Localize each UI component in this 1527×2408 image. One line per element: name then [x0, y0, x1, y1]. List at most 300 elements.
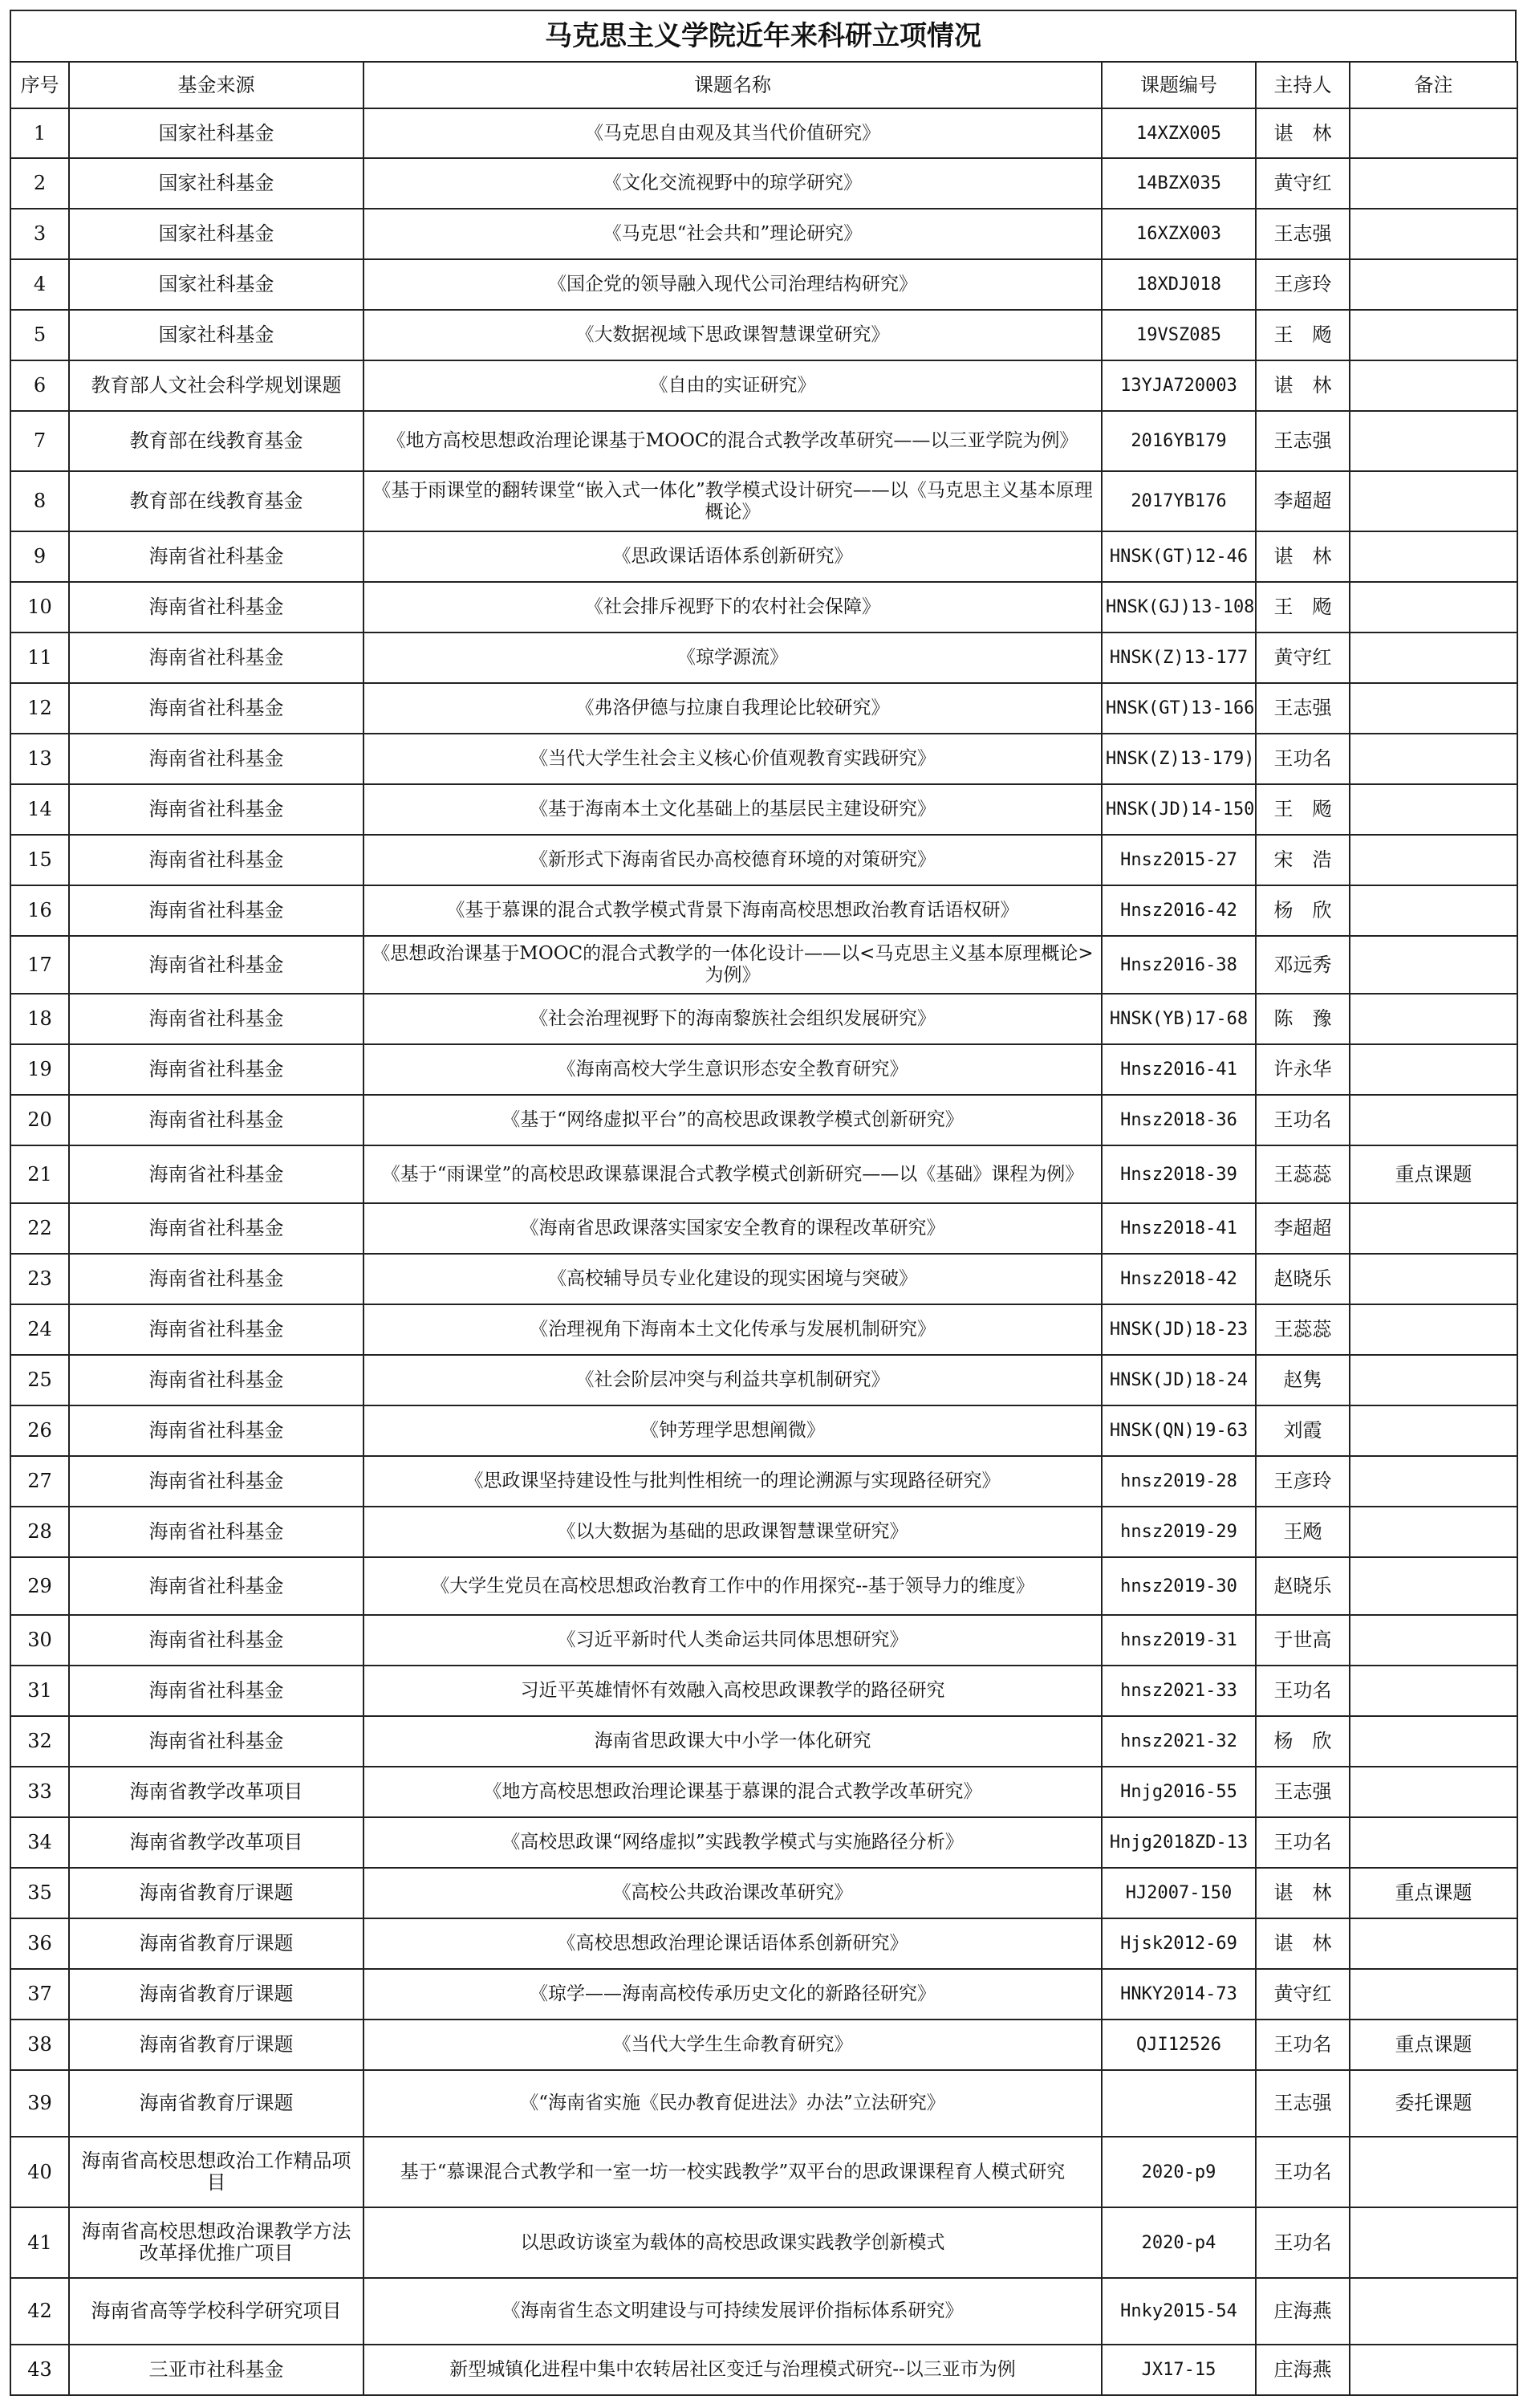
cell-no: 11	[10, 633, 69, 683]
cell-no: 42	[10, 2278, 69, 2345]
cell-host: 于世高	[1256, 1615, 1350, 1666]
cell-topic: 《地方高校思想政治理论课基于MOOC的混合式教学改革研究——以三亚学院为例》	[363, 411, 1102, 471]
cell-note	[1350, 936, 1517, 994]
cell-host: 黄守红	[1256, 633, 1350, 683]
cell-no: 37	[10, 1969, 69, 2020]
cell-topic: 《治理视角下海南本土文化传承与发展机制研究》	[363, 1304, 1102, 1355]
cell-no: 28	[10, 1507, 69, 1557]
cell-note	[1350, 582, 1517, 633]
cell-topic: 《“海南省实施《民办教育促进法》办法”立法研究》	[363, 2070, 1102, 2137]
table-row	[10, 2020, 1517, 2070]
cell-note	[1350, 683, 1517, 734]
cell-source: 海南省社科基金	[69, 1405, 363, 1456]
cell-source: 海南省教育厅课题	[69, 1868, 363, 1918]
cell-no: 10	[10, 582, 69, 633]
cell-code: HNSK(Z)13-177	[1102, 633, 1256, 683]
cell-source: 海南省高校思想政治工作精品项目	[69, 2137, 363, 2207]
cell-source: 海南省社科基金	[69, 1456, 363, 1507]
cell-no: 1	[10, 108, 69, 158]
cell-no: 7	[10, 411, 69, 471]
cell-host: 赵晓乐	[1256, 1557, 1350, 1615]
cell-no: 30	[10, 1615, 69, 1666]
cell-no: 21	[10, 1145, 69, 1203]
cell-code: 13YJA720003	[1102, 360, 1256, 411]
cell-topic: 《马克思自由观及其当代价值研究》	[363, 108, 1102, 158]
table-row	[10, 1355, 1517, 1405]
cell-code: HNSK(GT)12-46	[1102, 531, 1256, 582]
cell-source: 海南省社科基金	[69, 1145, 363, 1203]
table-row	[10, 784, 1517, 835]
cell-topic: 《海南省思政课落实国家安全教育的课程改革研究》	[363, 1203, 1102, 1254]
cell-note	[1350, 158, 1517, 209]
table-row	[10, 108, 1517, 158]
cell-host: 王彦玲	[1256, 259, 1350, 310]
cell-note	[1350, 1304, 1517, 1355]
cell-host: 王志强	[1256, 209, 1350, 259]
cell-source: 海南省高校思想政治课教学方法改革择优推广项目	[69, 2207, 363, 2278]
cell-code: 18XDJ018	[1102, 259, 1256, 310]
cell-host: 谌 林	[1256, 360, 1350, 411]
table-row	[10, 310, 1517, 360]
cell-code: HNKY2014-73	[1102, 1969, 1256, 2020]
cell-host: 刘霞	[1256, 1405, 1350, 1456]
cell-topic: 《基于雨课堂的翻转课堂“嵌入式一体化”教学模式设计研究——以《马克思主义基本原理概论》	[363, 471, 1102, 531]
cell-note	[1350, 1557, 1517, 1615]
cell-host: 邓远秀	[1256, 936, 1350, 994]
cell-note	[1350, 994, 1517, 1044]
table-row	[10, 360, 1517, 411]
table-row	[10, 2137, 1517, 2207]
cell-source: 海南省社科基金	[69, 1666, 363, 1716]
cell-code: hnsz2021-32	[1102, 1716, 1256, 1767]
cell-source: 海南省教学改革项目	[69, 1817, 363, 1868]
cell-code: Hnsz2016-42	[1102, 885, 1256, 936]
cell-source: 海南省教学改革项目	[69, 1767, 363, 1817]
cell-no: 40	[10, 2137, 69, 2207]
cell-host: 宋 浩	[1256, 835, 1350, 885]
cell-code: hnsz2019-29	[1102, 1507, 1256, 1557]
cell-host: 杨 欣	[1256, 1716, 1350, 1767]
cell-code: Hjsk2012-69	[1102, 1918, 1256, 1969]
cell-code: 2016YB179	[1102, 411, 1256, 471]
table-row	[10, 582, 1517, 633]
cell-note	[1350, 1507, 1517, 1557]
cell-source: 海南省社科基金	[69, 582, 363, 633]
cell-topic: 《基于海南本土文化基础上的基层民主建设研究》	[363, 784, 1102, 835]
table-row	[10, 209, 1517, 259]
table-row	[10, 1868, 1517, 1918]
cell-topic: 《钟芳理学思想阐微》	[363, 1405, 1102, 1456]
cell-topic: 《基于“网络虚拟平台”的高校思政课教学模式创新研究》	[363, 1095, 1102, 1145]
cell-host: 赵隽	[1256, 1355, 1350, 1405]
cell-note	[1350, 1456, 1517, 1507]
header-code: 课题编号	[1102, 62, 1256, 108]
cell-no: 18	[10, 994, 69, 1044]
table-row	[10, 1203, 1517, 1254]
cell-note	[1350, 108, 1517, 158]
cell-no: 2	[10, 158, 69, 209]
cell-topic: 《当代大学生生命教育研究》	[363, 2020, 1102, 2070]
table-row	[10, 1304, 1517, 1355]
cell-host: 王功名	[1256, 1817, 1350, 1868]
table-row	[10, 994, 1517, 1044]
cell-source: 国家社科基金	[69, 310, 363, 360]
cell-no: 39	[10, 2070, 69, 2137]
cell-topic: 《弗洛伊德与拉康自我理论比较研究》	[363, 683, 1102, 734]
cell-note	[1350, 1969, 1517, 2020]
cell-no: 33	[10, 1767, 69, 1817]
cell-source: 国家社科基金	[69, 108, 363, 158]
cell-no: 20	[10, 1095, 69, 1145]
cell-code: HNSK(JD)18-23	[1102, 1304, 1256, 1355]
cell-host: 赵晓乐	[1256, 1254, 1350, 1304]
cell-note	[1350, 1095, 1517, 1145]
cell-source: 海南省社科基金	[69, 835, 363, 885]
cell-host: 王蕊蕊	[1256, 1145, 1350, 1203]
table-row	[10, 2207, 1517, 2278]
cell-no: 41	[10, 2207, 69, 2278]
table-row	[10, 1456, 1517, 1507]
cell-source: 海南省社科基金	[69, 1557, 363, 1615]
cell-host: 谌 林	[1256, 531, 1350, 582]
header-no: 序号	[10, 62, 69, 108]
page-title: 马克思主义学院近年来科研立项情况	[10, 10, 1517, 61]
cell-note	[1350, 1666, 1517, 1716]
cell-note: 重点课题	[1350, 1145, 1517, 1203]
cell-source: 海南省教育厅课题	[69, 1918, 363, 1969]
cell-note	[1350, 209, 1517, 259]
cell-no: 16	[10, 885, 69, 936]
cell-no: 43	[10, 2345, 69, 2395]
cell-host: 王功名	[1256, 2020, 1350, 2070]
cell-source: 海南省教育厅课题	[69, 2070, 363, 2137]
cell-code: HNSK(QN)19-63	[1102, 1405, 1256, 1456]
cell-source: 海南省社科基金	[69, 683, 363, 734]
cell-source: 海南省社科基金	[69, 1355, 363, 1405]
cell-source: 教育部人文社会科学规划课题	[69, 360, 363, 411]
cell-no: 6	[10, 360, 69, 411]
cell-topic: 《社会排斥视野下的农村社会保障》	[363, 582, 1102, 633]
cell-no: 24	[10, 1304, 69, 1355]
cell-note	[1350, 835, 1517, 885]
cell-code: Hnky2015-54	[1102, 2278, 1256, 2345]
cell-note	[1350, 2137, 1517, 2207]
cell-host: 王功名	[1256, 1666, 1350, 1716]
table-header-row	[10, 62, 1517, 108]
cell-code: HJ2007-150	[1102, 1868, 1256, 1918]
cell-no: 3	[10, 209, 69, 259]
cell-topic: 习近平英雄情怀有效融入高校思政课教学的路径研究	[363, 1666, 1102, 1716]
cell-source: 海南省社科基金	[69, 1095, 363, 1145]
cell-code: HNSK(YB)17-68	[1102, 994, 1256, 1044]
table-row	[10, 1969, 1517, 2020]
cell-host: 庄海燕	[1256, 2345, 1350, 2395]
table-row	[10, 835, 1517, 885]
cell-topic: 《大学生党员在高校思想政治教育工作中的作用探究--基于领导力的维度》	[363, 1557, 1102, 1615]
cell-host: 王志强	[1256, 2070, 1350, 2137]
cell-topic: 《琼学源流》	[363, 633, 1102, 683]
cell-topic: 以思政访谈室为载体的高校思政课实践教学创新模式	[363, 2207, 1102, 2278]
cell-code: 16XZX003	[1102, 209, 1256, 259]
cell-host: 谌 林	[1256, 1918, 1350, 1969]
cell-topic: 《海南省生态文明建设与可持续发展评价指标体系研究》	[363, 2278, 1102, 2345]
cell-topic: 《思想政治课基于MOOC的混合式教学的一体化设计——以<马克思主义基本原理概论>为例》	[363, 936, 1102, 994]
cell-host: 许永华	[1256, 1044, 1350, 1095]
cell-host: 王蕊蕊	[1256, 1304, 1350, 1355]
table-row	[10, 633, 1517, 683]
cell-topic: 《社会阶层冲突与利益共享机制研究》	[363, 1355, 1102, 1405]
cell-host: 黄守红	[1256, 158, 1350, 209]
cell-topic: 《地方高校思想政治理论课基于慕课的混合式教学改革研究》	[363, 1767, 1102, 1817]
cell-host: 王功名	[1256, 2137, 1350, 2207]
table-row	[10, 1044, 1517, 1095]
table-row	[10, 683, 1517, 734]
cell-topic: 《文化交流视野中的琼学研究》	[363, 158, 1102, 209]
table-row	[10, 1666, 1517, 1716]
cell-no: 14	[10, 784, 69, 835]
cell-no: 34	[10, 1817, 69, 1868]
cell-host: 黄守红	[1256, 1969, 1350, 2020]
cell-code: 2020-p4	[1102, 2207, 1256, 2278]
table-row	[10, 531, 1517, 582]
cell-code: Hnsz2016-41	[1102, 1044, 1256, 1095]
cell-source: 海南省高等学校科学研究项目	[69, 2278, 363, 2345]
cell-no: 35	[10, 1868, 69, 1918]
cell-no: 9	[10, 531, 69, 582]
table-row	[10, 1918, 1517, 1969]
cell-source: 国家社科基金	[69, 209, 363, 259]
cell-source: 海南省社科基金	[69, 1507, 363, 1557]
cell-note	[1350, 1918, 1517, 1969]
cell-host: 谌 林	[1256, 108, 1350, 158]
table-row	[10, 1716, 1517, 1767]
cell-host: 王志强	[1256, 683, 1350, 734]
cell-note	[1350, 471, 1517, 531]
cell-code: Hnsz2016-38	[1102, 936, 1256, 994]
cell-code: Hnjg2016-55	[1102, 1767, 1256, 1817]
cell-note	[1350, 1355, 1517, 1405]
cell-note	[1350, 1615, 1517, 1666]
cell-no: 12	[10, 683, 69, 734]
cell-host: 杨 欣	[1256, 885, 1350, 936]
cell-source: 海南省社科基金	[69, 784, 363, 835]
cell-note: 重点课题	[1350, 1868, 1517, 1918]
cell-topic: 《国企党的领导融入现代公司治理结构研究》	[363, 259, 1102, 310]
table-row	[10, 734, 1517, 784]
cell-topic: 《当代大学生社会主义核心价值观教育实践研究》	[363, 734, 1102, 784]
header-note: 备注	[1350, 62, 1517, 108]
cell-code: Hnsz2015-27	[1102, 835, 1256, 885]
cell-code: 2020-p9	[1102, 2137, 1256, 2207]
cell-host: 王志强	[1256, 411, 1350, 471]
cell-note	[1350, 1203, 1517, 1254]
project-sheet	[10, 10, 1517, 2396]
cell-note	[1350, 1817, 1517, 1868]
cell-note: 委托课题	[1350, 2070, 1517, 2137]
cell-host: 王功名	[1256, 1095, 1350, 1145]
cell-no: 38	[10, 2020, 69, 2070]
cell-code: QJI12526	[1102, 2020, 1256, 2070]
cell-note	[1350, 360, 1517, 411]
table-row	[10, 259, 1517, 310]
cell-note	[1350, 2278, 1517, 2345]
cell-topic: 《自由的实证研究》	[363, 360, 1102, 411]
cell-topic: 海南省思政课大中小学一体化研究	[363, 1716, 1102, 1767]
cell-code: 2017YB176	[1102, 471, 1256, 531]
cell-topic: 《高校公共政治课改革研究》	[363, 1868, 1102, 1918]
cell-source: 海南省社科基金	[69, 1044, 363, 1095]
cell-code: HNSK(Z)13-179)	[1102, 734, 1256, 784]
cell-topic: 《思政课话语体系创新研究》	[363, 531, 1102, 582]
cell-note	[1350, 885, 1517, 936]
cell-note	[1350, 784, 1517, 835]
cell-topic: 《高校辅导员专业化建设的现实困境与突破》	[363, 1254, 1102, 1304]
cell-host: 李超超	[1256, 1203, 1350, 1254]
header-source: 基金来源	[69, 62, 363, 108]
cell-no: 8	[10, 471, 69, 531]
table-row	[10, 411, 1517, 471]
cell-host: 庄海燕	[1256, 2278, 1350, 2345]
cell-host: 王 飏	[1256, 310, 1350, 360]
cell-code: HNSK(JD)18-24	[1102, 1355, 1256, 1405]
cell-note	[1350, 1044, 1517, 1095]
cell-source: 教育部在线教育基金	[69, 411, 363, 471]
cell-source: 海南省社科基金	[69, 531, 363, 582]
cell-note	[1350, 531, 1517, 582]
cell-source: 海南省社科基金	[69, 734, 363, 784]
cell-host: 王飏	[1256, 1507, 1350, 1557]
cell-note	[1350, 734, 1517, 784]
cell-no: 32	[10, 1716, 69, 1767]
cell-no: 4	[10, 259, 69, 310]
cell-topic: 《大数据视域下思政课智慧课堂研究》	[363, 310, 1102, 360]
table-row	[10, 1557, 1517, 1615]
cell-code: hnsz2019-28	[1102, 1456, 1256, 1507]
cell-no: 29	[10, 1557, 69, 1615]
cell-code: Hnjg2018ZD-13	[1102, 1817, 1256, 1868]
cell-source: 海南省社科基金	[69, 633, 363, 683]
cell-topic: 《基于慕课的混合式教学模式背景下海南高校思想政治教育话语权研》	[363, 885, 1102, 936]
cell-source: 海南省社科基金	[69, 994, 363, 1044]
table-row	[10, 1817, 1517, 1868]
cell-topic: 《高校思政课“网络虚拟”实践教学模式与实施路径分析》	[363, 1817, 1102, 1868]
cell-code: HNSK(GJ)13-108	[1102, 582, 1256, 633]
cell-no: 23	[10, 1254, 69, 1304]
cell-code: Hnsz2018-42	[1102, 1254, 1256, 1304]
cell-topic: 《新形式下海南省民办高校德育环境的对策研究》	[363, 835, 1102, 885]
cell-code	[1102, 2070, 1256, 2137]
cell-source: 海南省社科基金	[69, 1203, 363, 1254]
cell-topic: 《以大数据为基础的思政课智慧课堂研究》	[363, 1507, 1102, 1557]
cell-note	[1350, 1716, 1517, 1767]
table-row	[10, 936, 1517, 994]
cell-topic: 《基于“雨课堂”的高校思政课慕课混合式教学模式创新研究——以《基础》课程为例》	[363, 1145, 1102, 1203]
cell-topic: 《马克思“社会共和”理论研究》	[363, 209, 1102, 259]
cell-no: 15	[10, 835, 69, 885]
cell-code: 14BZX035	[1102, 158, 1256, 209]
cell-note	[1350, 2207, 1517, 2278]
cell-no: 17	[10, 936, 69, 994]
cell-topic: 《思政课坚持建设性与批判性相统一的理论溯源与实现路径研究》	[363, 1456, 1102, 1507]
cell-no: 19	[10, 1044, 69, 1095]
header-topic: 课题名称	[363, 62, 1102, 108]
cell-no: 25	[10, 1355, 69, 1405]
cell-code: HNSK(GT)13-166	[1102, 683, 1256, 734]
cell-source: 海南省社科基金	[69, 1304, 363, 1355]
table-row	[10, 885, 1517, 936]
cell-source: 三亚市社科基金	[69, 2345, 363, 2395]
cell-topic: 《习近平新时代人类命运共同体思想研究》	[363, 1615, 1102, 1666]
cell-source: 海南省教育厅课题	[69, 2020, 363, 2070]
cell-no: 13	[10, 734, 69, 784]
cell-code: Hnsz2018-41	[1102, 1203, 1256, 1254]
cell-note: 重点课题	[1350, 2020, 1517, 2070]
cell-source: 教育部在线教育基金	[69, 471, 363, 531]
cell-host: 王功名	[1256, 734, 1350, 784]
table-row	[10, 2278, 1517, 2345]
table-row	[10, 1095, 1517, 1145]
cell-note	[1350, 411, 1517, 471]
table-row	[10, 1507, 1517, 1557]
cell-note	[1350, 633, 1517, 683]
cell-topic: 《社会治理视野下的海南黎族社会组织发展研究》	[363, 994, 1102, 1044]
cell-code: hnsz2019-30	[1102, 1557, 1256, 1615]
project-table	[10, 61, 1518, 2396]
cell-host: 王 飏	[1256, 784, 1350, 835]
table-row	[10, 158, 1517, 209]
cell-note	[1350, 1767, 1517, 1817]
cell-note	[1350, 1405, 1517, 1456]
cell-source: 海南省社科基金	[69, 936, 363, 994]
header-host: 主持人	[1256, 62, 1350, 108]
cell-source: 海南省社科基金	[69, 885, 363, 936]
cell-code: Hnsz2018-36	[1102, 1095, 1256, 1145]
cell-note	[1350, 259, 1517, 310]
cell-source: 海南省社科基金	[69, 1716, 363, 1767]
cell-code: 19VSZ085	[1102, 310, 1256, 360]
table-row	[10, 1615, 1517, 1666]
cell-source: 国家社科基金	[69, 158, 363, 209]
cell-topic: 《海南高校大学生意识形态安全教育研究》	[363, 1044, 1102, 1095]
cell-no: 5	[10, 310, 69, 360]
cell-no: 22	[10, 1203, 69, 1254]
cell-code: Hnsz2018-39	[1102, 1145, 1256, 1203]
table-row	[10, 1405, 1517, 1456]
table-row	[10, 1145, 1517, 1203]
cell-note	[1350, 1254, 1517, 1304]
cell-no: 26	[10, 1405, 69, 1456]
cell-code: hnsz2021-33	[1102, 1666, 1256, 1716]
table-row	[10, 1254, 1517, 1304]
cell-host: 王功名	[1256, 2207, 1350, 2278]
cell-source: 国家社科基金	[69, 259, 363, 310]
cell-host: 王志强	[1256, 1767, 1350, 1817]
cell-source: 海南省教育厅课题	[69, 1969, 363, 2020]
cell-source: 海南省社科基金	[69, 1615, 363, 1666]
table-row	[10, 2345, 1517, 2395]
cell-no: 36	[10, 1918, 69, 1969]
cell-note	[1350, 2345, 1517, 2395]
cell-no: 31	[10, 1666, 69, 1716]
cell-topic: 《高校思想政治理论课话语体系创新研究》	[363, 1918, 1102, 1969]
cell-topic: 基于“慕课混合式教学和一室一坊一校实践教学”双平台的思政课课程育人模式研究	[363, 2137, 1102, 2207]
table-row	[10, 1767, 1517, 1817]
cell-note	[1350, 310, 1517, 360]
cell-code: 14XZX005	[1102, 108, 1256, 158]
cell-host: 李超超	[1256, 471, 1350, 531]
cell-host: 谌 林	[1256, 1868, 1350, 1918]
cell-code: HNSK(JD)14-150	[1102, 784, 1256, 835]
